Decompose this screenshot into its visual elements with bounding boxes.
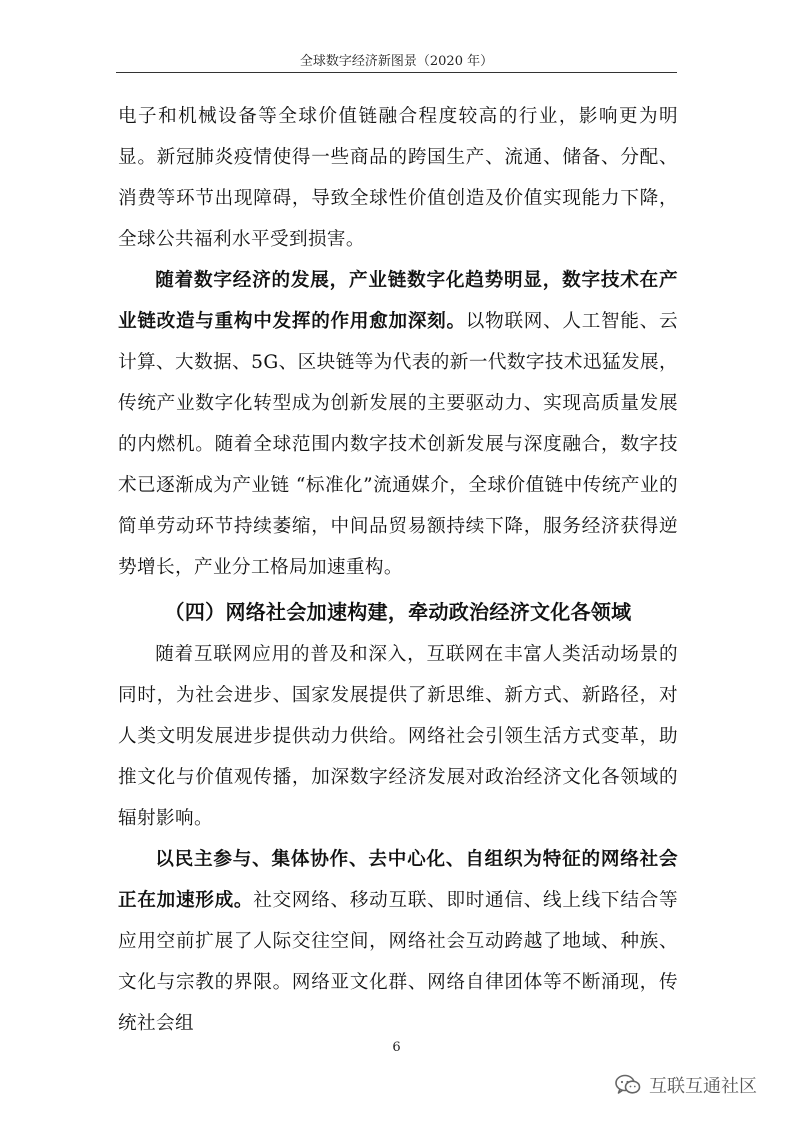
paragraph-2-body: 以物联网、人工智能、云计算、大数据、5G、区块链等为代表的新一代数字技术迅猛发展，传统产业数字化转型成为创新发展的主要驱动力、实现高质量发展的内燃机。随着全球范围内数字技术创新发展与深度融合，数字技术已逐渐成为产业链 “标准化”流通媒介，全球价值链中传统产业的简单劳动环节持续萎缩，中间品贸易额持续下降，服务经济获得逆势增长，产业分工格局加速重构。 <box>118 311 679 578</box>
paragraph-3: 随着互联网应用的普及和深入，互联网在丰富人类活动场景的同时，为社会进步、国家发展提供了新思维、新方式、新路径，对人类文明发展进步提供动力供给。网络社会引领生活方式变革，助推文化与价值观传播，加深数字经济发展对政治经济文化各领域的辐射影响。 <box>118 644 678 829</box>
page-number: 6 <box>392 1040 401 1055</box>
page-header-title: 全球数字经济新图景（2020 年） <box>299 54 494 69</box>
wechat-icon <box>615 1074 641 1096</box>
section-heading: （四）网络社会加速构建，牵动政治经济文化各领域 <box>164 600 632 624</box>
watermark <box>615 1072 757 1098</box>
document-body <box>118 96 678 1044</box>
paragraph-1: 电子和机械设备等全球价值链融合程度较高的行业，影响更为明显。新冠肺炎疫情使得一些商品的跨国生产、流通、储备、分配、消费等环节出现障碍，导致全球性价值创造及价值实现能力下降，全球公共福利水平受到损害。 <box>118 106 678 250</box>
paragraph-2 <box>118 260 678 588</box>
paragraph-2-lead: 随着数字经济的发展，产业链数字化趋势明显，数字技术在产业链改造与重构中发挥的作用愈加深刻。 <box>118 270 678 332</box>
header-divider <box>116 72 677 73</box>
paragraph-4 <box>118 839 678 1044</box>
paragraph-4-lead: 以民主参与、集体协作、去中心化、自组织为特征的网络社会正在加速形成。 <box>118 849 678 911</box>
watermark-text: 互联互通社区 <box>649 1076 757 1097</box>
paragraph-4-body: 社交网络、移动互联、即时通信、线上线下结合等应用空前扩展了人际交往空间，网络社会互动跨越了地域、种族、文化与宗教的界限。网络亚文化群、网络自律团体等不断涌现，传统社会组 <box>118 890 678 1034</box>
